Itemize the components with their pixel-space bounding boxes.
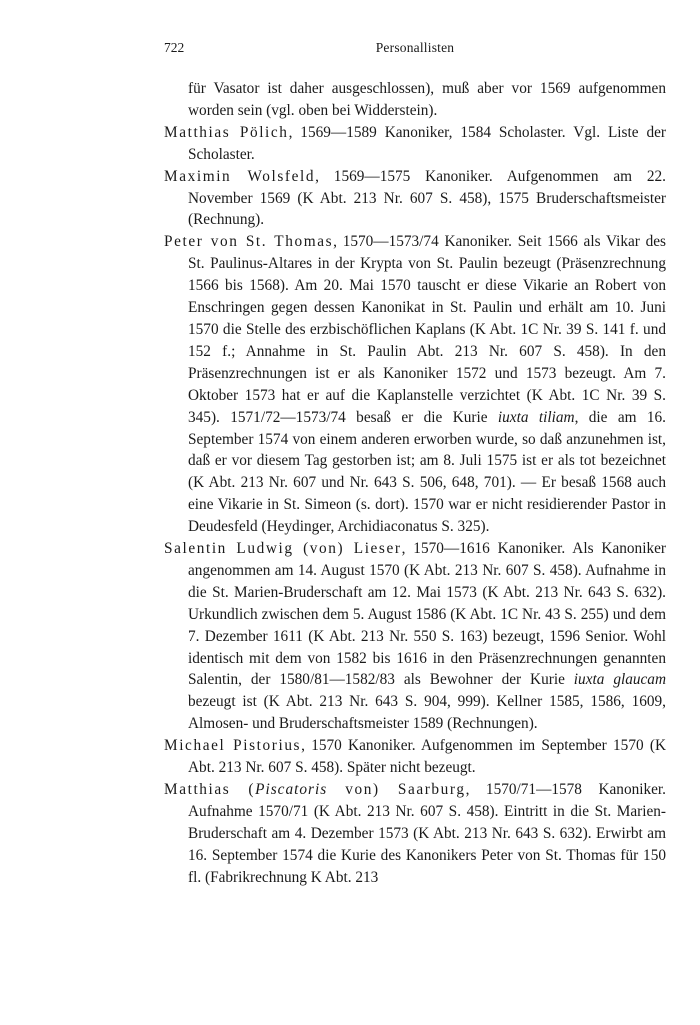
entry-name: Maximin Wolsfeld (164, 167, 316, 185)
entry-text: , 1569—1575 Kanoniker. Aufgenommen am 22. November 1569 (K Abt. 213 Nr. 607 S. 458), 1575 Bruderschaftsmeister (Rechnung). (188, 167, 666, 229)
entry-peter-von-st-thomas (164, 231, 666, 538)
entry-text: , 1570 Kanoniker. Aufgenommen im September 1570 (K Abt. 213 Nr. 607 S. 458). Später nicht bezeugt. (188, 737, 666, 777)
entry-matthias-poelich (164, 122, 666, 166)
entry-name-italic: Piscatoris (255, 781, 328, 798)
entry-name-part: von) Saarburg (327, 781, 466, 798)
entry-text: , 1570/71—1578 Kanoniker. Aufnahme 1570/71 (K Abt. 213 Nr. 607 S. 458). Eintritt in die St. Marien-Bruderschaft am 4. Dezember 1573 (K Abt. 213 Nr. 643 S. 632). Erwirbt am 16. September 1574 die Kurie des Kanonikers Peter von St. Thomas für 150 fl. (Fabrikrechnung K Abt. 213 (188, 781, 667, 886)
page-number: 722 (164, 40, 185, 55)
entry-text: , 1570—1616 Kanoniker. Als Kanoniker angenommen am 14. August 1570 (K Abt. 213 Nr. 607 S. 458). Aufnahme in die St. Marien-Bruderschaft am 12. Mai 1573 (K Abt. 213 Nr. 643 S. 632). Urkundlich zwischen dem 5. August 1586 (K Abt. 1C Nr. 43 S. 255) und dem 7. Dezember 1611 (K Abt. 213 Nr. 550 S. 163) bezeugt, 1596 Senior. Wohl identisch mit dem von 1582 bis 1616 in den Präsenzrechnungen genannten Salentin, der 1580/81—1582/83 als Bewohner der Kurie (188, 540, 666, 689)
entry-name (164, 781, 466, 798)
entry-text-continued: bezeugt ist (K Abt. 213 Nr. 643 S. 904, 999). Kellner 1585, 1586, 1609, Almosen- und Bruderschaftsmeister 1589 (Rechnungen). (188, 693, 666, 733)
entry-matthias-saarburg (164, 779, 666, 889)
entry-continuation (164, 78, 666, 122)
entry-italic-term: iuxta tiliam (497, 408, 575, 426)
entry-name-part: Matthias ( (164, 781, 256, 798)
entry-name: Peter von St. Thomas (164, 233, 334, 251)
entry-text: , 1570—1573/74 Kanoniker. Seit 1566 als Vikar des St. Paulinus-Altares in der Krypta von St. Paulin bezeugt (Präsenzrechnung 1566 bis 1568). Am 20. Mai 1570 tauscht er diese Vikarie an Robert von Enschringen gegen dessen Kanonikat in St. Paulin und erhält am 10. Juni 1570 die Stelle des erzbischöflichen Kaplans (K Abt. 1C Nr. 39 S. 141 f. und 152 f.; Annahme in St. Paulin Abt. 213 Nr. 607 S. 458). In den Präsenzrechnungen ist er als Kanoniker 1572 und 1573 bezeugt. Am 7. Oktober 1573 hat er auf die Kaplanstelle verzichtet (K Abt. 1C Nr. 39 S. 345). 1571/72—1573/74 besaß er die Kurie (188, 233, 667, 426)
entry-italic-term: iuxta glaucam (573, 671, 666, 689)
page-header (164, 40, 666, 60)
entry-michael-pistorius (164, 735, 666, 779)
entry-text-continued: , die am 16. September 1574 von einem anderen erworben wurde, so daß anzunehmen ist, daß er vor diesem Tag gestorben ist; am 8. Juli 1575 ist er als tot bezeichnet (K Abt. 213 Nr. 607 und Nr. 643 S. 506, 648, 701). — Er besaß 1568 auch eine Vikarie in St. Simeon (s. dort). 1570 war er nicht residierender Pastor in Deudesfeld (Heydinger, Archidiaconatus S. 325). (188, 408, 666, 536)
entry-salentin-ludwig-lieser (164, 538, 666, 735)
body-text (164, 78, 666, 889)
entry-name: Michael Pistorius (164, 737, 302, 755)
entry-name: Salentin Ludwig (von) Lieser (164, 540, 402, 558)
entry-name: Matthias Pölich (164, 123, 289, 141)
entry-maximin-wolsfeld (164, 166, 666, 232)
entry-text: für Vasator ist daher ausgeschlossen), muß aber vor 1569 aufgenommen worden sein (vgl. oben bei Widderstein). (188, 80, 666, 119)
entry-text: , 1569—1589 Kanoniker, 1584 Scholaster. Vgl. Liste der Scholaster. (188, 123, 667, 163)
running-title: Personallisten (375, 40, 455, 55)
